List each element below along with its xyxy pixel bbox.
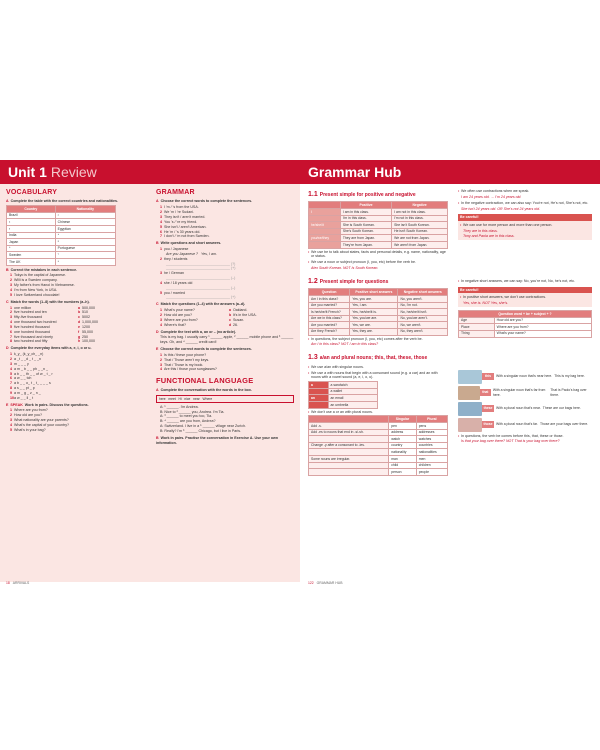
list-item: 7 I don't / 'm not from Sweden.: [160, 234, 210, 239]
grammar-hub-side-column: [458, 188, 592, 444]
list-item: 4 she / 18 years old: [160, 280, 193, 285]
list-item: 1 Is this / these your phone?: [160, 352, 207, 357]
be-careful-box-2: Be careful!: [458, 287, 592, 294]
answer-line: ________________________________ (?): [166, 261, 236, 266]
bag-photo-icon: [458, 386, 480, 400]
list-item: 7 five thousand and ninety: [10, 334, 53, 339]
list-item: 1 I 'm / 's from the USA.: [160, 205, 199, 210]
list-item: 5 you / married: [160, 290, 185, 295]
list-item: e 1200: [78, 324, 90, 329]
dialogue-line: A: ¹ ______. I'm Andrea.: [160, 404, 199, 409]
be-careful-body-1: • We can use for more person and more than one person. They are in this class. Tony and Paola are in this class.: [458, 221, 592, 240]
vocab-ex-a: A Complete the table with the correct countries and nationalities.: [6, 199, 119, 204]
grammar-ex-b: B Write questions and short answers.: [156, 241, 222, 246]
list-item: 2 they / students: [160, 256, 188, 261]
grammar-ex-e: E Choose the correct words to complete the sentences.: [156, 347, 252, 352]
grammar-hub-title: Grammar Hub: [308, 164, 402, 180]
page-number-right: 122 GRAMMAR HUB: [308, 581, 343, 586]
list-item: 2 How old are you?: [10, 413, 42, 418]
vocabulary-column: [6, 188, 142, 433]
list-item: 2 How old are you?: [160, 313, 192, 317]
dialogue-line: A: Switzerland. I live in a ⁵ ______ village near Zurich.: [160, 424, 246, 429]
vocab-ex-c: C Match the words (1–8) with the numbers (a–h).: [6, 299, 90, 304]
rule-example: Alex South Korean. NOT Is South Korean.: [311, 266, 379, 271]
list-item: c 5002: [78, 315, 90, 320]
textbook-spread: [0, 160, 600, 590]
be-questions-table: Question Positive short answers Negative short answers Am I in this class? Yes, you are. No, you aren't. Are you married? Yes, I am. No, I'm not. Is he/she/it French? Yes, he/she/it is. No, he/she/it isn't. Are we in this class? Yes, you/we are. No, you/we aren't. Are you married? Yes, we are. No, we aren't. Are they French? Yes, they are. No, they aren't.: [308, 288, 448, 335]
list-item: 6 a w _ _ tch: [10, 376, 32, 381]
functional-ex-a: A Complete the conversation with the words in the box.: [156, 388, 252, 393]
question-word-table: Question word + be + subject + ? Age How old are you? Place Where are you from? Thing What's your name?: [458, 310, 592, 337]
section-1-1: 1.1 Present simple for positive and negative Positive Negative I I am in this class. I am not in this class. I'm in this class. I'm not in this class. he/she/it She is South Korean. She isn't South Korean. She's South Korean. He isn't South Korean. you/we/they They are from Japan. We are not from Japan. They're from Japan. We aren't from Japan. • We use be to talk about states, facts and personal details, e.g. name, nationality, age or status. • We use a noun or subject pronoun (I, you, etc) before the verb be. Alex South Korean. NOT Is South Korean. 1.2 Present simple for questions Question Positive short answers Negative short answers Am I in this class? Yes, you are. No, you aren't. Are you married? Yes, I am. No, I'm not. Is he/she/it French? Yes, he/she/it is. No, he/she/it isn't. Are we in this class? Yes, you/we are. No, you/we aren't. Are you married? Yes, we are. No, we aren't. Are they French? Yes, they are. No, they aren't. • In questions, the subject pronoun (I, you, etc) comes after the verb be. Am I in this class? NOT I am in this class? 1.3 a/an and plural nouns; this, that, these, those • We use a/an with singular nouns. • We use a with nouns that begin with a consonant sound (e.g. a car) and an with nouns with a vowel sound (a, e, i, o, u). a a sandwich a wallet an an email an umbrella • We don't use a or an with plural nouns. Singular Plural Add -s. pen pens Add -es to nouns that end in -s/-sh. address addresses watch watches Change -y after a consonant to -ies. country countries nationality nationalities Some nouns are irregular. man men child children person people: [308, 188, 448, 476]
vocab-ex-b: B Correct the mistakes in each sentence.: [6, 267, 78, 272]
list-item: b 510: [78, 310, 88, 315]
word-box: here meet Hi nice near Where: [156, 395, 294, 403]
grammar-ex-d: D Complete the text with a, an or – (no article).: [156, 329, 237, 334]
list-item: 9 a m _ g _ z _ n _: [10, 390, 41, 395]
vocab-ex-e: E SPEAK Work in pairs. Discuss the questions.: [6, 402, 89, 407]
functional-heading: FUNCTIONAL LANGUAGE: [156, 376, 254, 386]
list-item: h 100,000: [78, 339, 95, 344]
rule-bullet: • We use a noun or subject pronoun (I, you, etc) before the verb be.: [308, 260, 448, 265]
list-item: 6 one hundred thousand: [10, 329, 50, 334]
unit-subtitle: Review: [50, 164, 97, 180]
rule-bullet: • In negative short answers, we can say: No, you're not, No, he's not, etc.: [458, 279, 592, 284]
rule-bullet: • In the negative contraction, we can also say: You're not, He's not, She's not, etc.: [458, 201, 592, 206]
list-item: 5 a b _ _ th _ _ of w _ t _ r: [10, 371, 53, 376]
list-item: d 1,000,000: [78, 320, 98, 325]
list-item: g 250: [78, 334, 88, 339]
answer-line: ________________________________ (–): [166, 285, 236, 290]
article-table: a a sandwich a wallet an an email an umbrella: [308, 381, 378, 408]
list-item: 3 They isn't / aren't married.: [160, 214, 206, 219]
list-item: 1 Where are you from?: [10, 408, 48, 413]
plural-table: Singular Plural Add -s. pen pens Add -es to nouns that end in -s/-sh. address addresses watch watches Change -y after a consonant to -ies. country countries nationality nationalities Some nouns are irregular. man men child children person people: [308, 415, 448, 475]
list-item: 3 he / German: [160, 271, 184, 276]
list-item: 8 two hundred and fifty: [10, 339, 48, 344]
bags-photo-icon: [458, 402, 482, 416]
right-page: [300, 160, 600, 590]
unit-banner: [0, 160, 300, 184]
list-item: 4 What's the capital of your country?: [10, 422, 70, 427]
grammar-hub-banner: [300, 160, 600, 184]
rule-bullet: • We use a/an with singular nouns.: [308, 365, 448, 370]
list-item: f 55,000: [78, 329, 93, 334]
list-item: 4 Are this / those your sunglasses?: [160, 367, 217, 372]
rule-example: She isn't 24 years old. OR She's not 24 years old.: [461, 206, 541, 211]
dialogue-line: B: Really? I'm ⁶ ______ Chicago, but I live in Paris.: [160, 428, 242, 433]
grammar-ex-a: A Choose the correct words to complete the sentences.: [156, 199, 253, 204]
demonstrative-row: that With a singular noun that's far from here. That is Paolo's bag over there.: [458, 386, 592, 400]
list-item: 2 Willi is a Sweden company.: [10, 278, 58, 283]
vocab-ex-d: D Complete the everyday items with a, e, i, o or u.: [6, 346, 92, 351]
rule-example: Is that your bag over there? NOT That is your bag over there?: [461, 439, 560, 444]
list-item: 1 you / Japanese: [160, 247, 189, 252]
bag-photo-icon: [458, 370, 482, 384]
dialogue-line: A: ³ ______ to meet you too, Tia.: [160, 414, 213, 419]
list-item: b It's in the USA.: [229, 313, 257, 317]
vocabulary-heading: VOCABULARY: [6, 189, 58, 196]
left-page: [0, 160, 300, 590]
be-careful-box-1: Be careful!: [458, 214, 592, 221]
functional-ex-b: B Work in pairs. Practise the conversation in Exercise A. Use your own information.: [156, 435, 279, 445]
be-careful-body-2: • In positive short answers, we don't use contractions. Yes, she is. NOT Yes, she's.: [458, 293, 592, 307]
list-item: 3 Where are you from?: [160, 317, 198, 322]
list-item: c Susan.: [229, 317, 245, 322]
demonstrative-row: these With a plural noun that's near. These are our bags here.: [458, 402, 592, 416]
rule-bullet: • We don't use a or an with plural nouns.: [308, 410, 448, 415]
list-item: 3 That / Those is my book.: [160, 362, 204, 367]
rule-example: I am 24 years old. → I'm 24 years old.: [461, 194, 522, 199]
list-item: 5 She isn't / aren't American.: [160, 224, 207, 229]
nationality-table: Country Nationality Brazil ¹ ² Chinese ³ Egyptian India ⁴ Japan ⁵ ⁶ Portuguese Sweden ⁷ The UK ⁸: [6, 205, 116, 265]
list-item: 2 a _t _ _d _ t _ _n: [10, 356, 41, 361]
list-item: 4 one thousand two hundred: [10, 320, 57, 325]
dialogue-line: B: Nice to ² ______ you, Andrea. I'm Tia.: [160, 409, 225, 414]
list-item: 6 He 'm / 's 30 years old.: [160, 229, 201, 234]
list-item: 4 You 's / 're my friend.: [160, 219, 198, 224]
answer-line: ________________________________ (+): [166, 295, 236, 300]
example-answer: Are you Japanese ? Yes, I am.: [166, 251, 217, 256]
rule-bullet: • We use a with nouns that begin with a consonant sound (e.g. a car) and an with nouns with a vowel sound (a, e, i, o, u).: [308, 371, 448, 381]
list-item: 5 I love Switzerland chocolate!: [10, 292, 60, 297]
list-item: 4 Where's that?: [160, 322, 187, 327]
list-item: 1 Tokyo is the capital of Japanese.: [10, 273, 66, 278]
list-item: a 500,000: [78, 305, 95, 310]
article-text: This is my bag. I usually carry ¹ ______ apple, ² ______ mobile phone and ³ ______ keys. Oh, and ⁴ ______ credit card!: [160, 335, 294, 345]
rule-bullet: • In questions, the subject pronoun (I, you, etc) comes after the verb be.: [308, 337, 448, 342]
list-item: 3 m _ _ _ y: [10, 361, 29, 366]
list-item: 2 We 'm / 're Sudani.: [160, 210, 195, 215]
rule-bullet: • We use be to talk about states, facts and personal details, e.g. name, nationality, age or status.: [308, 250, 448, 260]
unit-title: Unit 1: [8, 164, 47, 180]
list-item: 1 k_y_ (k_y_ch_ _n): [10, 352, 44, 357]
list-item: 3 What nationality are your parents?: [10, 418, 69, 423]
answer-line: ________________________________ (–): [166, 276, 236, 281]
list-item: 5 five hundred thousand: [10, 324, 50, 329]
list-item: 1 What's your name?: [160, 308, 195, 313]
demonstrative-row: this With a singular noun that's near here. This is my bag here.: [458, 370, 592, 384]
answer-line: ________________________________ (+): [166, 266, 236, 271]
list-item: 1 one million: [10, 305, 32, 310]
rule-bullet: • We often use contractions when we speak.: [458, 189, 592, 194]
rule-example: Am I in this class? NOT I am in this class?: [311, 342, 379, 347]
dialogue-line: B: ⁴ ______ are you from, Andrea?: [160, 419, 216, 424]
section-1-2-heading: 1.2 Present simple for questions: [308, 277, 389, 285]
list-item: d 26.: [229, 322, 238, 327]
list-item: 3 fifty-five thousand: [10, 315, 43, 320]
list-item: 4 I'm from New York, in USA.: [10, 288, 58, 292]
list-item: 3 My father's from Hanoi in Vietnamese.: [10, 283, 75, 288]
list-item: 7 a b _ _ o_ t _ t_ _ _ _ s: [10, 381, 51, 386]
grammar-ex-c: C Match the questions (1–4) with the answers (a–d).: [156, 302, 246, 307]
grammar-column: [156, 188, 294, 446]
list-item: 8 a s _ _ pt _ p: [10, 386, 35, 391]
page-number-left: 18 ARRIVALS: [6, 581, 30, 586]
bags-photo-icon: [458, 418, 482, 432]
demonstrative-row: those With a plural noun that's far. Those are your bags over there.: [458, 418, 592, 432]
rule-bullet: • In questions, the verb be comes before this, that, these or those.: [458, 434, 592, 439]
section-1-3-heading: 1.3 a/an and plural nouns; this, that, these, those: [308, 354, 428, 362]
list-item: 2 five hundred and ten: [10, 310, 47, 315]
be-positive-negative-table: Positive Negative I I am in this class. I am not in this class. I'm in this class. I'm not in this class. he/she/it She is South Korean. She isn't South Korean. She's South Korean. He isn't South Korean. you/we/they They are from Japan. We are not from Japan. They're from Japan. We aren't from Japan.: [308, 201, 448, 248]
list-item: 5 What's in your bag?: [10, 427, 46, 432]
list-item: 10a w _ _ ll _ t: [10, 395, 34, 400]
list-item: a Oakland.: [229, 308, 248, 313]
list-item: 4 a m _ b _ _ ph _ _n _: [10, 366, 48, 371]
list-item: 2 That / Those aren't my keys.: [160, 357, 210, 362]
grammar-heading: GRAMMAR: [156, 189, 195, 196]
